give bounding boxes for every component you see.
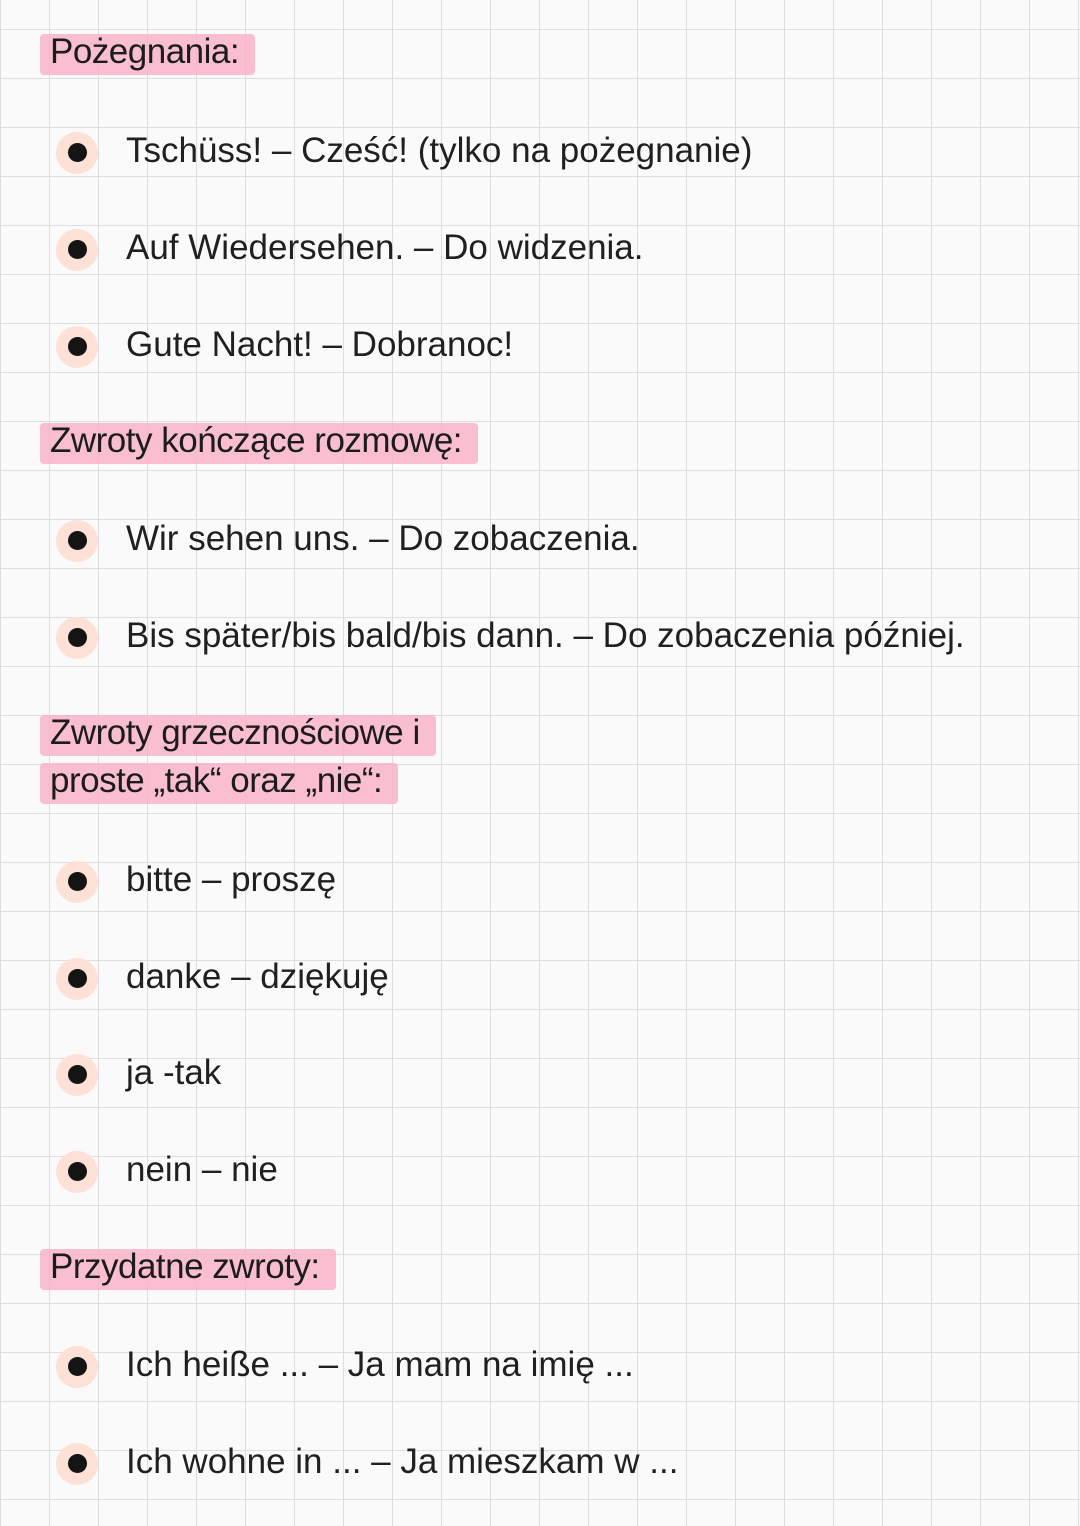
heading-highlight: proste „tak“ oraz „nie“: xyxy=(48,757,398,805)
list-item xyxy=(0,1145,1080,1195)
heading-highlight: Zwroty kończące rozmowę: xyxy=(48,417,478,465)
bullet-icon xyxy=(56,1151,98,1193)
list-item xyxy=(0,320,1080,370)
list-item xyxy=(0,952,1080,1002)
list-item-text: Bis später/bis bald/bis dann. – Do zobaczenia później. xyxy=(126,616,965,655)
bullet-icon xyxy=(56,958,98,1000)
bullet-icon xyxy=(56,326,98,368)
list-item xyxy=(0,1340,1080,1390)
list-item-text: Ich wohne in ... – Ja mieszkam w ... xyxy=(126,1442,679,1481)
list-item-text: Tschüss! – Cześć! (tylko na pożegnanie) xyxy=(126,131,753,170)
list-item-text: nein – nie xyxy=(126,1150,278,1189)
list-item xyxy=(0,855,1080,905)
section-heading-polite-phrases xyxy=(48,709,436,757)
section-heading-closing-phrases xyxy=(48,417,478,465)
bullet-icon xyxy=(56,1443,98,1485)
list-item-text: Gute Nacht! – Dobranoc! xyxy=(126,325,514,364)
list-item-text: bitte – proszę xyxy=(126,860,337,899)
list-item xyxy=(0,1437,1080,1487)
bullet-icon xyxy=(56,1054,98,1096)
list-item xyxy=(0,126,1080,176)
heading-highlight: Pożegnania: xyxy=(48,28,255,76)
list-item xyxy=(0,611,1080,661)
bullet-icon xyxy=(56,520,98,562)
bullet-icon xyxy=(56,229,98,271)
list-item xyxy=(0,223,1080,273)
bullet-icon xyxy=(56,1346,98,1388)
bullet-icon xyxy=(56,132,98,174)
list-item-text: Wir sehen uns. – Do zobaczenia. xyxy=(126,519,640,558)
list-item-text: ja -tak xyxy=(126,1053,222,1092)
section-heading-polite-phrases-line2 xyxy=(48,757,398,805)
bullet-icon xyxy=(56,617,98,659)
section-heading-useful-phrases xyxy=(48,1243,336,1291)
heading-highlight: Zwroty grzecznościowe i xyxy=(48,709,436,757)
list-item-text: Ich heiße ... – Ja mam na imię ... xyxy=(126,1345,634,1384)
section-heading-farewells xyxy=(48,28,255,76)
list-item xyxy=(0,1048,1080,1098)
list-item xyxy=(0,514,1080,564)
bullet-icon xyxy=(56,861,98,903)
list-item-text: danke – dziękuję xyxy=(126,957,389,996)
list-item-text: Auf Wiedersehen. – Do widzenia. xyxy=(126,228,644,267)
heading-highlight: Przydatne zwroty: xyxy=(48,1243,336,1291)
